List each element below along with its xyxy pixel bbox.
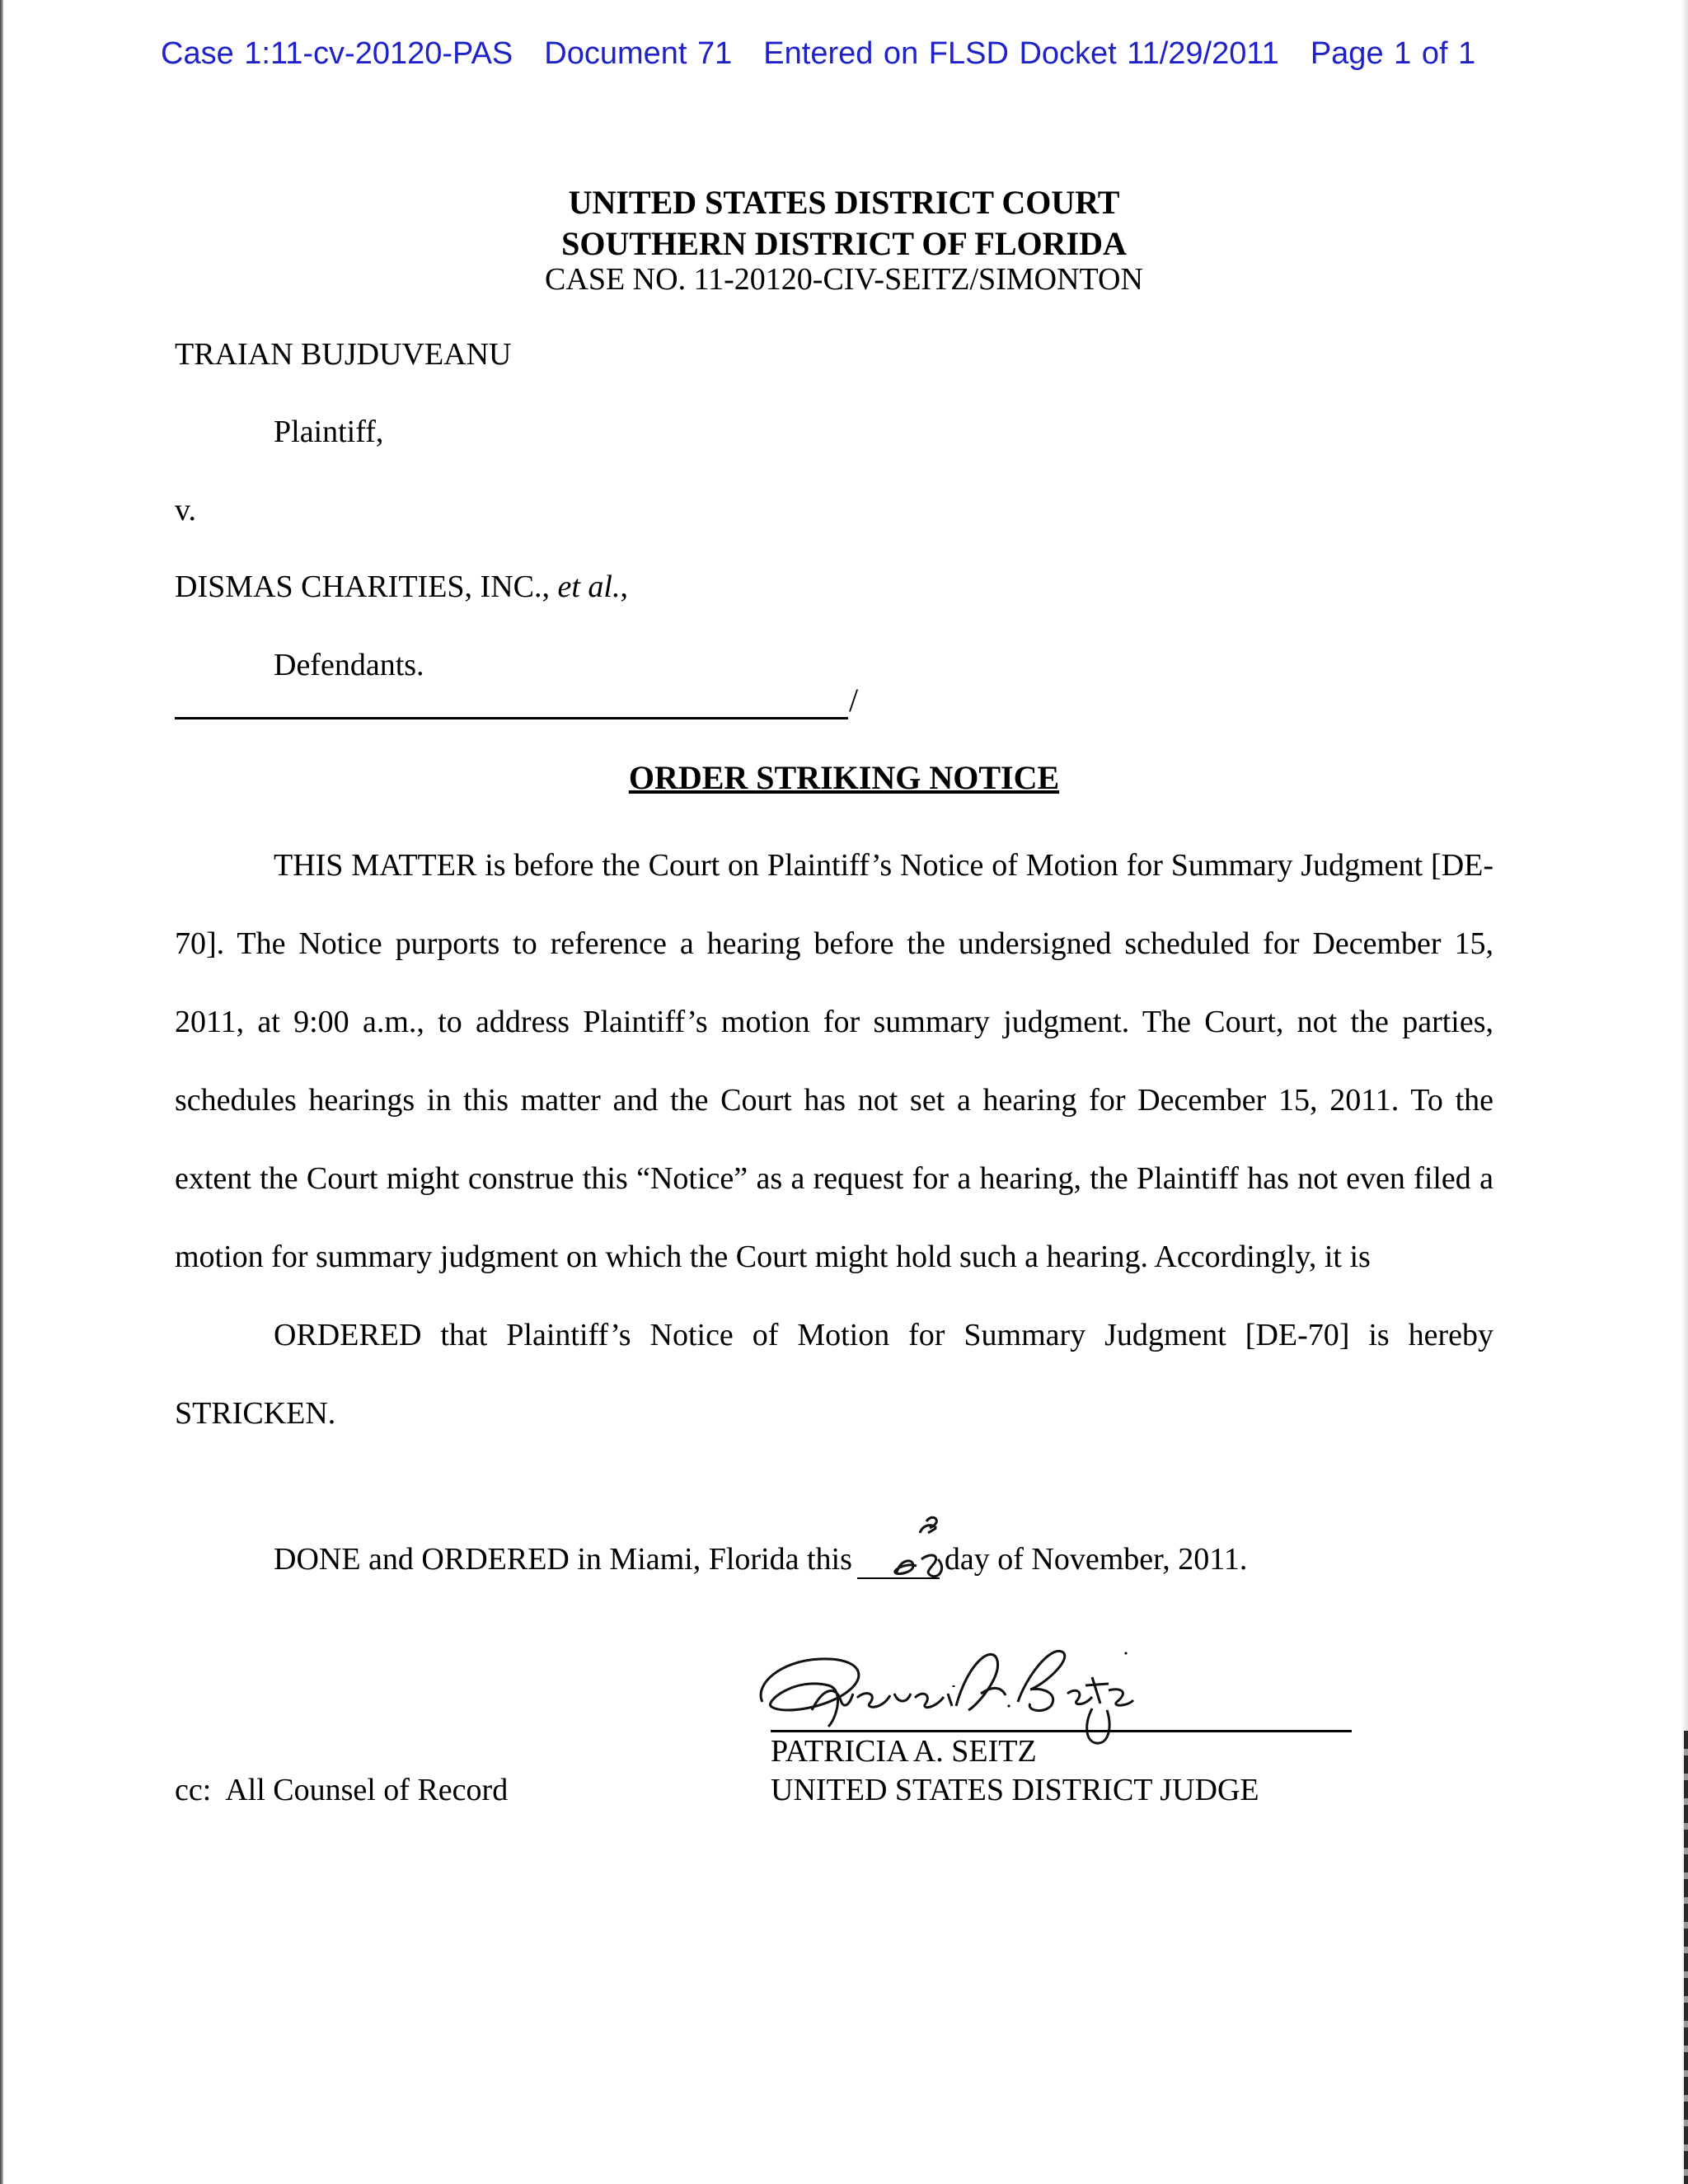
case-number: CASE NO. 11-20120-CIV-SEITZ/SIMONTON xyxy=(545,262,1143,297)
order-paragraph-2: ORDERED that Plaintiff’s Notice of Motion for Summary Judgment [DE-70] is hereby STRICKEN. xyxy=(175,1318,1493,1431)
header-document: Document 71 xyxy=(544,36,733,71)
done-prefix: DONE and ORDERED in Miami, Florida this xyxy=(274,1542,852,1577)
plaintiff-name: TRAIAN BUJDUVEANU xyxy=(175,337,512,372)
caption-separator xyxy=(175,717,848,719)
defendant-name: DISMAS CHARITIES, INC., xyxy=(175,569,550,604)
court-name: UNITED STATES DISTRICT COURT xyxy=(568,184,1120,221)
judge-name: PATRICIA A. SEITZ xyxy=(771,1734,1037,1769)
docket-header xyxy=(161,36,1475,72)
done-line xyxy=(274,1541,1247,1579)
scan-edge-mark xyxy=(1684,1731,1688,2184)
order-body xyxy=(175,827,1493,1453)
caption-slash: / xyxy=(849,682,859,719)
header-page: Page 1 of 1 xyxy=(1310,36,1476,71)
defendant-role: Defendants. xyxy=(274,648,424,682)
header-entered: Entered on FLSD Docket 11/29/2011 xyxy=(763,36,1279,71)
court-district: SOUTHERN DISTRICT OF FLORIDA xyxy=(561,225,1127,262)
judge-title: UNITED STATES DISTRICT JUDGE xyxy=(771,1773,1259,1807)
order-paragraph-1: THIS MATTER is before the Court on Plaintiff’s Notice of Motion for Summary Judgment [DE-70]. The Notice purports to reference a hearing before the undersigned scheduled for December 15, 2011, at 9:00 a.m., to address Plaintiff’s motion for summary judgment. The Court, not the parties, schedules hearings in this matter and the Court has not set a hearing for December 15, 2011. To the extent the Court might construe this “Notice” as a request for a hearing, the Plaintiff has not even filed a motion for summary judgment on which the Court might hold such a hearing. Accordingly, it is xyxy=(175,848,1493,1274)
defendant-comma: , xyxy=(620,569,628,604)
header-case-number: Case 1:11-cv-20120-PAS xyxy=(161,36,513,71)
cc-line: cc: All Counsel of Record xyxy=(175,1773,509,1807)
handwritten-date-icon xyxy=(889,1508,979,1582)
signature-line xyxy=(771,1730,1352,1732)
defendant-name-line xyxy=(175,569,628,605)
defendant-etal: et al. xyxy=(557,569,621,604)
done-suffix: day of November, 2011. xyxy=(944,1542,1248,1577)
scan-edge-left xyxy=(0,0,3,2184)
order-title: ORDER STRIKING NOTICE xyxy=(628,759,1060,796)
plaintiff-role: Plaintiff, xyxy=(274,415,384,449)
versus: v. xyxy=(175,493,197,527)
